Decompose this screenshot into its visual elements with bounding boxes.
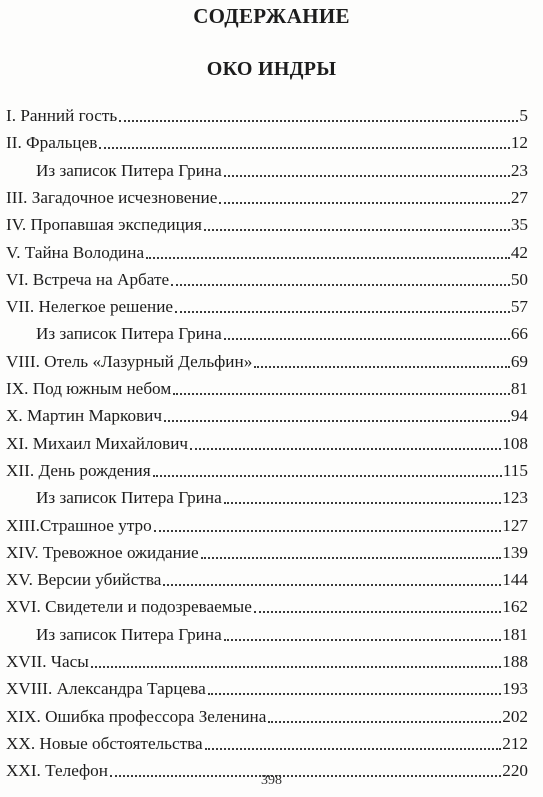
toc-entry-title: VIII. Отель «Лазурный Дельфин» [6,351,253,371]
toc-entry [6,427,528,454]
toc-entry-page: 162 [502,597,528,617]
toc-entry [6,454,528,481]
toc-entry [6,263,528,290]
toc-dot-leader [119,119,518,122]
toc-dot-leader [219,201,509,204]
toc-entry-title: XVII. Часы [6,652,89,671]
toc-entry-title: Из записок Питера Грина [36,324,222,344]
toc-dot-leader [99,146,509,149]
toc-entry [6,236,528,263]
toc-entry [36,618,528,645]
toc-entry-page: 144 [502,570,528,590]
toc-entry-page: 69 [510,351,528,371]
toc-entry-title: XIX. Ошибка профессора Зеленина [6,706,267,726]
toc-entry-title: XXI. Телефон [6,761,108,781]
toc-dot-leader [190,447,501,450]
toc-entry [6,345,528,372]
toc-entry-page: 220 [502,761,528,781]
toc-entry [36,481,528,508]
toc-entry [36,154,528,181]
toc-entry-page: 212 [502,733,528,753]
toc-entry-page: 42 [510,242,528,262]
toc-dot-leader [153,474,502,477]
toc-entry [6,399,528,426]
section-title: ОКО ИНДРЫ [206,58,337,80]
toc-entry-title: XV. Версии убийства [6,570,162,590]
toc-entry [6,590,528,617]
toc-entry [6,126,528,153]
toc-entry-page: 115 [502,460,528,480]
toc-entry-title: Из записок Питера Грина [36,624,222,644]
toc-entry-title: XIV. Тревожное ожидание [6,542,199,562]
toc-entry-title: Из записок Питера Грина [36,488,222,508]
toc-entry-title: V. Тайна Володина [6,242,145,262]
toc-entry [6,645,528,672]
toc-entry-page: 81 [510,379,528,398]
toc-entry-title: IX. Под южным небом [6,379,172,398]
toc-entry-title: III. Загадочное исчезновение [6,187,218,207]
toc-entry [6,536,528,563]
toc-entry-page: 181 [502,624,528,644]
toc-entry-page: 127 [502,515,528,535]
toc-entry-title: II. Фральцев [6,133,98,153]
toc-entry [6,372,528,399]
toc-entry [6,700,528,727]
toc-entry [6,208,528,235]
toc-entry-title: XVIII. Александра Тарцева [6,679,206,699]
toc-dot-leader [173,392,510,395]
toc-entry-page: 108 [502,433,528,453]
toc-entry-page: 5 [519,106,528,125]
toc-entry-title: XI. Михаил Михайлович [6,433,189,453]
toc-dot-leader [224,501,502,504]
toc-entry [36,317,528,344]
toc-dot-leader [224,174,510,177]
toc-entry-title: X. Мартин Маркович [6,406,163,426]
toc-entry-title: Из записок Питера Грина [36,160,222,180]
toc-entry-page: 123 [502,488,528,508]
toc-entry-page: 139 [502,542,528,562]
toc-entry-title: VI. Встреча на Арбате [6,269,170,289]
toc-entry-title: IV. Пропавшая экспедиция [6,215,202,235]
toc-entry-title: XII. День рождения [6,460,151,480]
toc-entry [6,672,528,699]
toc-dot-leader [171,283,510,286]
toc-dot-leader [254,610,501,613]
toc-dot-leader [146,256,510,259]
toc-entry-page: 12 [510,133,528,153]
toc-dot-leader [224,638,502,641]
page-number: 398 [261,773,282,788]
toc-entry-page: 188 [502,652,528,671]
toc-dot-leader [91,665,501,668]
toc-entry-title: VII. Нелегкое решение [6,297,174,317]
toc-entry [6,99,528,126]
toc-entry-page: 23 [510,160,528,180]
toc-dot-leader [208,692,502,695]
toc-dot-leader [268,720,501,723]
toc-entry [6,727,528,754]
toc-dot-leader [254,365,510,368]
toc-entry-page: 27 [510,187,528,207]
toc-dot-leader [224,337,510,340]
toc-dot-leader [205,747,502,750]
toc-entry-title: XIII.Страшное утро [6,515,152,535]
toc-entry-title: XVI. Свидетели и подозреваемые [6,597,252,617]
toc-dot-leader [175,310,510,313]
toc-entry [6,563,528,590]
toc-entry-page: 193 [502,679,528,699]
toc-entry-page: 202 [502,706,528,726]
toc-entry-page: 94 [510,406,528,426]
page-title: СОДЕРЖАНИЕ [193,4,350,28]
toc-entry-title: I. Ранний гость [6,106,118,125]
toc-dot-leader [204,228,510,231]
toc-dot-leader [154,529,501,532]
toc-entry [6,509,528,536]
toc-dot-leader [164,419,510,422]
toc-dot-leader [163,583,501,586]
toc-dot-leader [201,556,502,559]
toc-entry [6,181,528,208]
toc-entry-page: 57 [510,297,528,317]
toc-entry-page: 50 [510,269,528,289]
toc-entry-page: 66 [510,324,528,344]
toc-entry-page: 35 [510,215,528,235]
toc-entry-title: XX. Новые обстоятельства [6,733,203,753]
toc-entry [6,290,528,317]
